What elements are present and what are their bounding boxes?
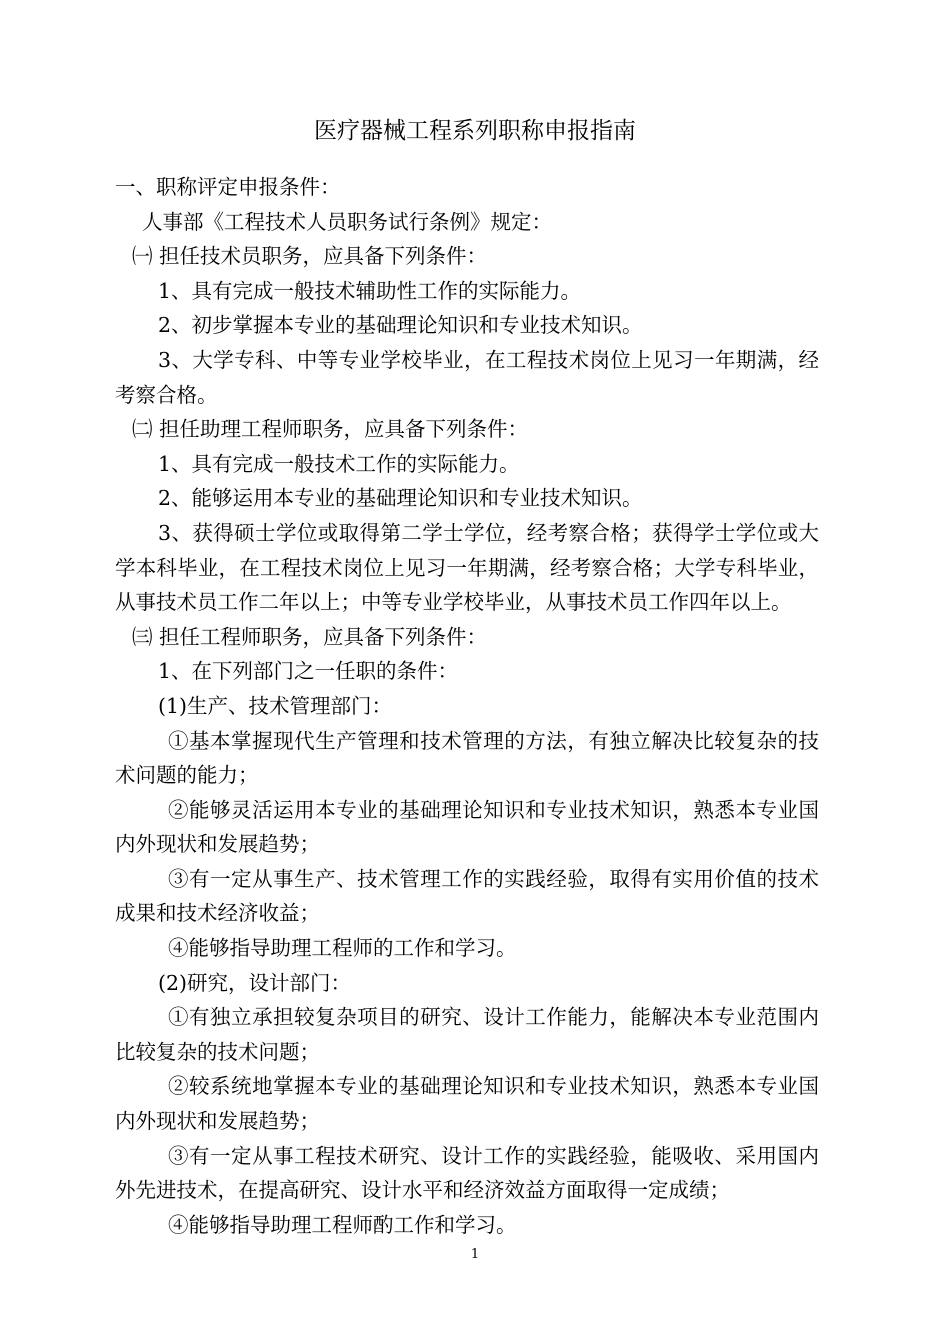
- subsection-technician: ㈠ 担任技术员职务，应具备下列条件：: [132, 244, 488, 269]
- document-body: [115, 170, 819, 1242]
- paragraph-regulation: 人事部《工程技术人员职务试行条例》规定：: [142, 209, 552, 234]
- list-item: ④能够指导助理工程师的工作和学习。: [168, 936, 517, 961]
- list-item: 1、具有完成一般技术辅助性工作的实际能力。: [158, 278, 582, 303]
- list-item: ②能够灵活运用本专业的基础理论知识和专业技术知识，熟悉本专业国内外现状和发展趋势；: [115, 797, 819, 857]
- list-item: ①有独立承担较复杂项目的研究、设计工作能力，能解决本专业范围内比较复杂的技术问题；: [115, 1005, 819, 1064]
- list-item: ①基本掌握现代生产管理和技术管理的方法，有独立解决比较复杂的技术问题的能力；: [115, 728, 819, 788]
- subsection-assistant-engineer: ㈡ 担任助理工程师职务，应具备下列条件：: [132, 417, 529, 442]
- list-item: ③有一定从事工程技术研究、设计工作的实践经验，能吸收、采用国内外先进技术，在提高研究、设计水平和经济效益方面取得一定成绩；: [115, 1143, 819, 1203]
- list-item: ②较系统地掌握本专业的基础理论知识和专业技术知识，熟悉本专业国内外现状和发展趋势；: [115, 1074, 819, 1134]
- list-item: ④能够指导助理工程师酌工作和学习。: [168, 1212, 517, 1237]
- list-item: 3、获得硕士学位或取得第二学士学位，经考察合格；获得学士学位或大学本科毕业，在工程技术岗位上见习一年期满，经考察合格；大学专科毕业，从事技术员工作二年以上；中等专业学校毕业，从事技术员工作四年以上。: [115, 520, 819, 615]
- list-item: 3、大学专科、中等专业学校毕业，在工程技术岗位上见习一年期满，经考察合格。: [115, 347, 819, 407]
- subsection-engineer: ㈢ 担任工程师职务，应具备下列条件：: [132, 624, 488, 649]
- list-item: (2)研究，设计部门：: [158, 970, 352, 995]
- page-number: 1: [470, 1247, 480, 1262]
- list-item: 2、初步掌握本专业的基础理论知识和专业技术知识。: [158, 313, 643, 338]
- list-item: 2、能够运用本专业的基础理论知识和专业技术知识。: [158, 486, 643, 511]
- list-item: (1)生产、技术管理部门：: [158, 693, 393, 718]
- list-item: 1、在下列部门之一任职的条件：: [158, 659, 459, 684]
- document-title: 医疗器械工程系列职称申报指南: [314, 118, 636, 144]
- list-item: 1、具有完成一般技术工作的实际能力。: [158, 451, 520, 476]
- section-heading: 一、职称评定申报条件：: [115, 175, 341, 199]
- list-item: ③有一定从事生产、技术管理工作的实践经验，取得有实用价值的技术成果和技术经济收益；: [115, 866, 819, 926]
